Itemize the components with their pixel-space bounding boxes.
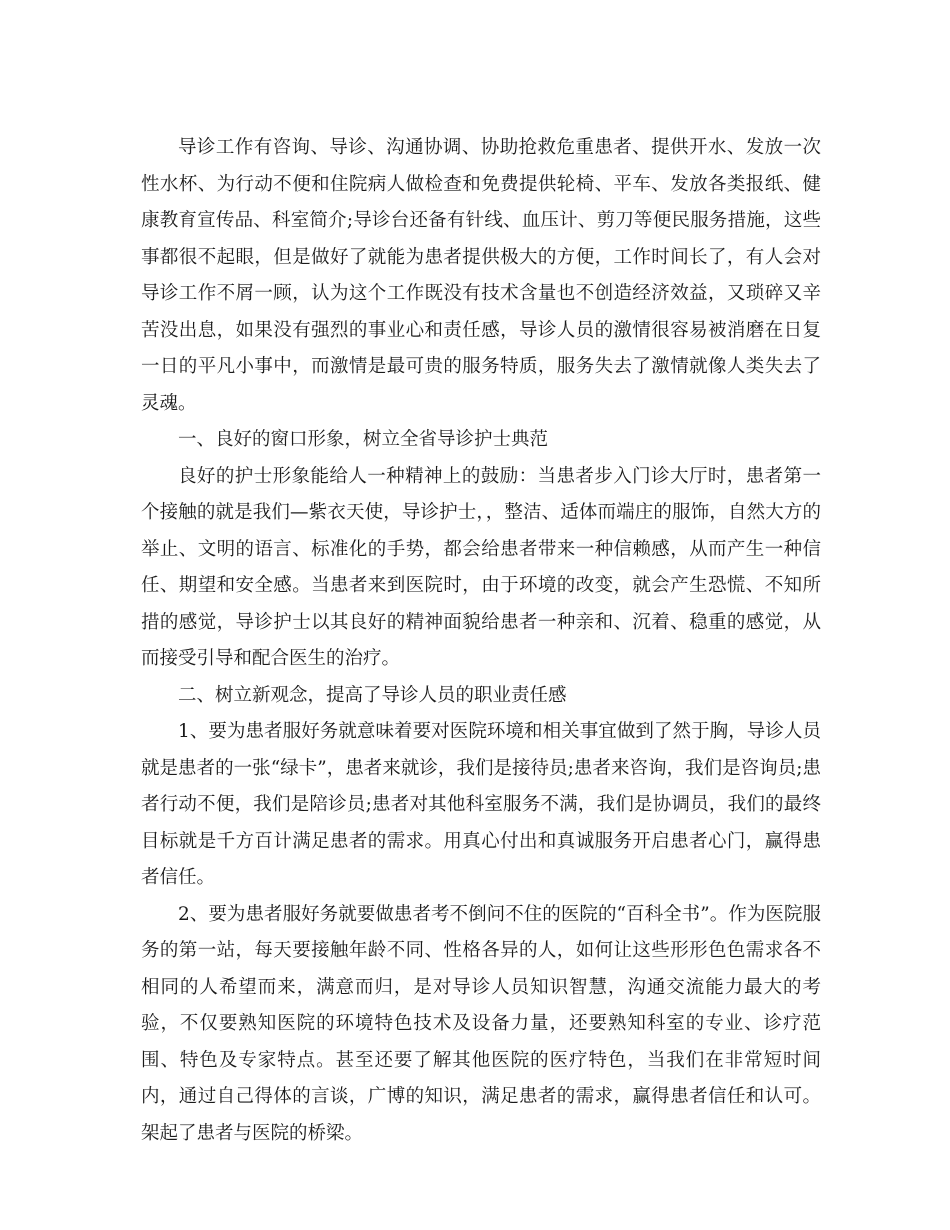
document-body	[141, 130, 821, 1152]
paragraph-image: 良好的护士形象能给人一种精神上的鼓励：当患者步入门诊大厅时，患者第一个接触的就是我们—紫衣天使，导诊护士，，整洁、适体而端庄的服饰，自然大方的举止、文明的语言、标准化的手势，都会给患者带来一种信赖感，从而产生一种信任、期望和安全感。当患者来到医院时，由于环境的改变，就会产生恐慌、不知所措的感觉，导诊护士以其良好的精神面貌给患者一种亲和、沉着、稳重的感觉，从而接受引导和配合医生的治疗。	[141, 465, 821, 669]
section-heading-1: 一、良好的窗口形象，树立全省导诊护士典范	[178, 429, 549, 450]
section-heading-2: 二、树立新观念，提高了导诊人员的职业责任感	[178, 684, 567, 706]
paragraph-point-1: 1、要为患者服好务就意味着要对医院环境和相关事宜做到了然于胸，导诊人员就是患者的一张“绿卡”，患者来就诊，我们是接待员;患者来咨询，我们是咨询员;患者行动不便，我们是陪诊员;患者对其他科室服务不满，我们是协调员，我们的最终目标就是千方百计满足患者的需求。用真心付出和真诚服务开启患者心门，赢得患者信任。	[141, 721, 821, 888]
paragraph-intro: 导诊工作有咨询、导诊、沟通协调、协助抢救危重患者、提供开水、发放一次性水杯、为行动不便和住院病人做检查和免费提供轮椅、平车、发放各类报纸、健康教育宣传品、科室简介;导诊台还备有针线、血压计、剪刀等便民服务措施，这些事都很不起眼，但是做好了就能为患者提供极大的方便，工作时间长了，有人会对导诊工作不屑一顾，认为这个工作既没有技术含量也不创造经济效益，又琐碎又辛苦没出息，如果没有强烈的事业心和责任感，导诊人员的激情很容易被消磨在日复一日的平凡小事中，而激情是最可贵的服务特质，服务失去了激情就像人类失去了灵魂。	[141, 137, 821, 414]
paragraph-point-2: 2、要为患者服好务就要做患者考不倒问不住的医院的“百科全书”。作为医院服务的第一站，每天要接触年龄不同、性格各异的人，如何让这些形形色色需求各不相同的人希望而来，满意而归，是对导诊人员知识智慧，沟通交流能力最大的考验，不仅要熟知医院的环境特色技术及设备力量，还要熟知科室的专业、诊疗范围、特色及专家特点。甚至还要了解其他医院的医疗特色，当我们在非常短时间内，通过自己得体的言谈，广博的知识，满足患者的需求，赢得患者信任和认可。架起了患者与医院的桥梁。	[141, 903, 821, 1144]
